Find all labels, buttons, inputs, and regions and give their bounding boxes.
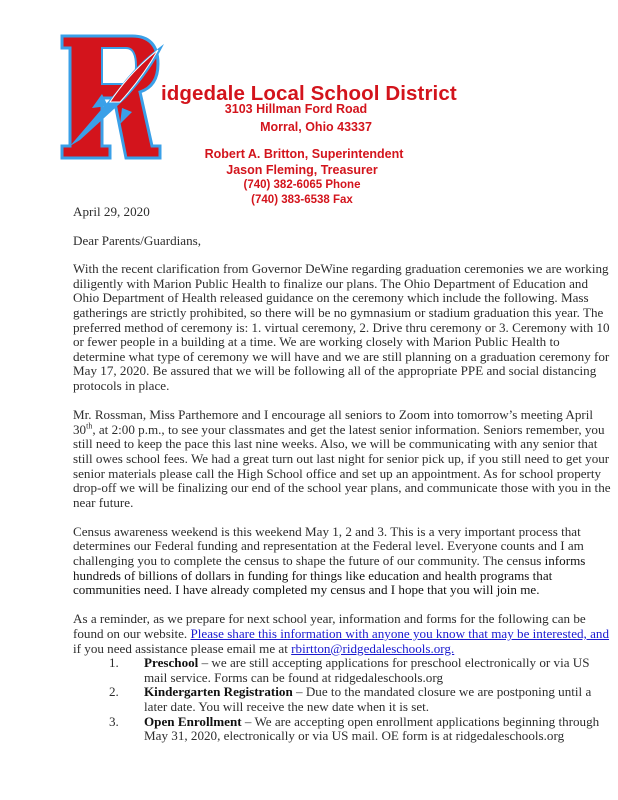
list-item-text: – we are still accepting applications for preschool electronically or via US mail service. Forms can be found at ridgedaleschools.org bbox=[144, 655, 590, 685]
list-item-open-enrollment bbox=[73, 715, 613, 744]
email-link[interactable]: rbirtton@ridgedaleschools.org. bbox=[291, 640, 455, 656]
list-item-title: Kindergarten Registration bbox=[144, 684, 293, 700]
list-item-title: Open Enrollment bbox=[144, 713, 242, 729]
paragraph-seniors-text-b: , at 2:00 p.m., to see your classmates and get the latest senior information. Seniors remember, you still need to keep the pace this last nine weeks. Also, we will be communicating with any senior that still owes school fees. We had a great turn out last night for senior pick up, if you still need to get your senior materials please call the High School office and set up an appointment. As for school property drop-off we will be finalizing our end of the school year plans, and communicate those with you in the near future. bbox=[73, 421, 611, 510]
list-number: 1. bbox=[109, 655, 119, 671]
salutation: Dear Parents/Guardians, bbox=[73, 232, 201, 248]
paragraph-reminder-text-a: As a reminder, as we prepare for next school year, information and forms for the following can be found on our website. bbox=[73, 611, 586, 642]
paragraph-census-text-b: informs hundreds of billions of dollars in funding for things like education and health programs that communities need. I have already completed my census and I hope that you will join me. bbox=[73, 553, 586, 598]
letter-date: April 29, 2020 bbox=[73, 204, 150, 219]
list-number: 2. bbox=[109, 684, 119, 700]
paragraph-reminder-text-b: if you need assistance please email me at bbox=[73, 640, 292, 656]
superintendent-name: Robert A. Britton, Superintendent bbox=[204, 147, 404, 161]
address-line-2: Morral, Ohio 43337 bbox=[260, 120, 372, 134]
paragraph-seniors bbox=[73, 408, 613, 510]
list-item-title: Preschool bbox=[144, 655, 199, 671]
letter-body bbox=[73, 205, 613, 744]
paragraph-census-text-a: Census awareness weekend is this weekend May 1, 2 and 3. This is a very important process that determines our Federal funding and representation at the Federal level. Everyone counts and I am challenging you to complete the census to shape the future of our community. The census bbox=[73, 523, 584, 569]
address-line-1: 3103 Hillman Ford Road bbox=[224, 102, 368, 116]
share-information-link[interactable]: Please share this information with anyone you know that may be interested, and bbox=[190, 626, 610, 642]
paragraph-reminder bbox=[73, 612, 613, 656]
paragraph-census bbox=[73, 525, 613, 598]
paragraph-seniors-text-a: Mr. Rossman, Miss Parthemore and I encourage all seniors to Zoom into tomorrow’s meeting April 30 bbox=[73, 407, 594, 437]
list-item-kindergarten bbox=[73, 685, 613, 714]
forms-list bbox=[73, 656, 613, 744]
treasurer-name: Jason Fleming, Treasurer bbox=[226, 163, 378, 177]
list-item-text: – We are accepting open enrollment applications beginning through May 31, 2020, electronically or via US mail. OE form is at ridgedaleschools.org bbox=[144, 713, 600, 744]
list-number: 3. bbox=[109, 713, 119, 729]
ordinal-suffix: th bbox=[86, 421, 93, 431]
phone-number: (740) 382-6065 Phone bbox=[243, 179, 361, 191]
list-item-preschool bbox=[73, 656, 613, 685]
fax-number: (740) 383-6538 Fax bbox=[251, 194, 353, 206]
district-name: idgedale Local School District bbox=[161, 82, 457, 105]
paragraph-graduation: With the recent clarification from Governor DeWine regarding graduation ceremonies we are working diligently with Marion Public Health to finalize our plans. The Ohio Department of Education and Ohio Department of Health released guidance on the ceremony which include the following. Mass gatherings are strictly prohibited, so there will be no gymnasium or stadium graduation this year. The preferred method of ceremony is: 1. virtual ceremony, 2. Drive thru ceremony or 3. Ceremony with 10 or fewer people in a building at a time. We are working closely with Marion Public Health to determine what type of ceremony we will have and we are still planning on a graduation ceremony for May 17, 2020. Be assured that we will be following all of the appropriate PPE and social distancing protocols in place. bbox=[73, 261, 610, 393]
list-item-text: – Due to the mandated closure we are postponing until a later date. You will receive the new date when it is set. bbox=[144, 684, 592, 714]
